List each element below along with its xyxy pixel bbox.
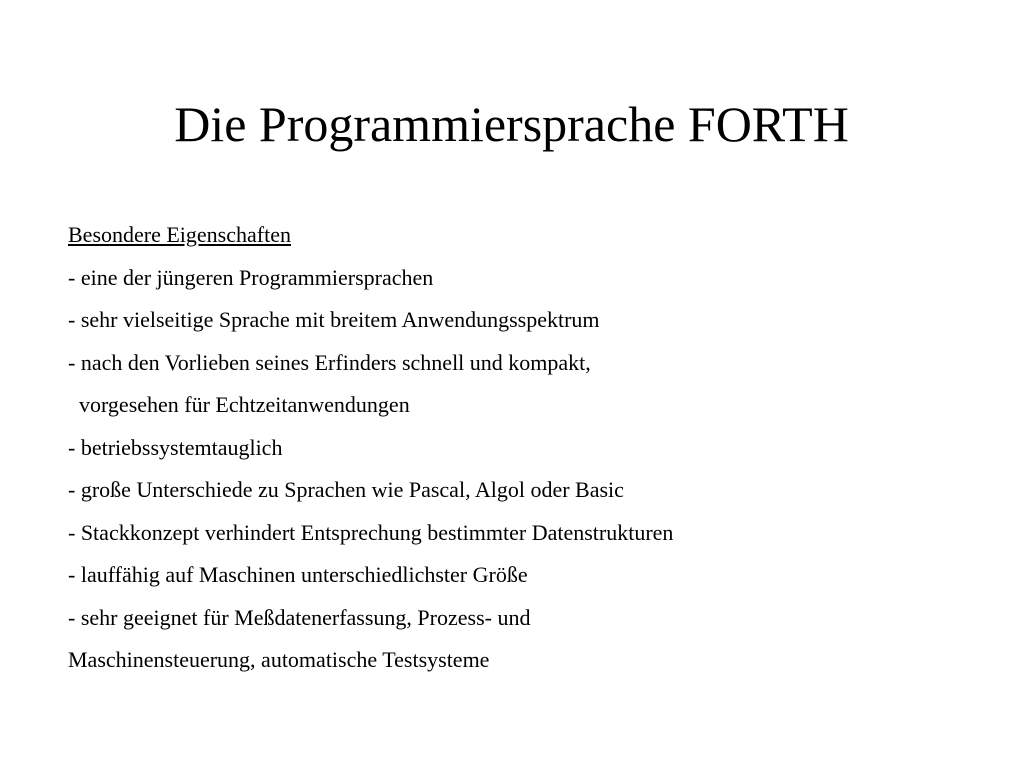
bullet-line: vorgesehen für Echtzeitanwendungen (68, 392, 410, 417)
section-heading: Besondere Eigenschaften (68, 222, 291, 247)
slide-title: Die Programmiersprache FORTH (174, 96, 849, 152)
bullet-line: Maschinensteuerung, automatische Testsysteme (68, 647, 490, 672)
bullet-line: - sehr geeignet für Meßdatenerfassung, Prozess- und (68, 604, 531, 630)
slide-body (68, 214, 968, 682)
bullet-line: - nach den Vorlieben seines Erfinders schnell und kompakt, (68, 349, 591, 375)
bullet-line: - betriebssystemtauglich (68, 434, 283, 460)
bullet-line: - große Unterschiede zu Sprachen wie Pascal, Algol oder Basic (68, 477, 624, 502)
bullet-line: - lauffähig auf Maschinen unterschiedlichster Größe (68, 562, 528, 587)
bullet-line: - sehr vielseitige Sprache mit breitem Anwendungsspektrum (68, 307, 600, 332)
bullet-line: - eine der jüngeren Programmiersprachen (68, 264, 434, 290)
bullet-line: - Stackkonzept verhindert Entsprechung bestimmter Datenstrukturen (68, 519, 674, 545)
